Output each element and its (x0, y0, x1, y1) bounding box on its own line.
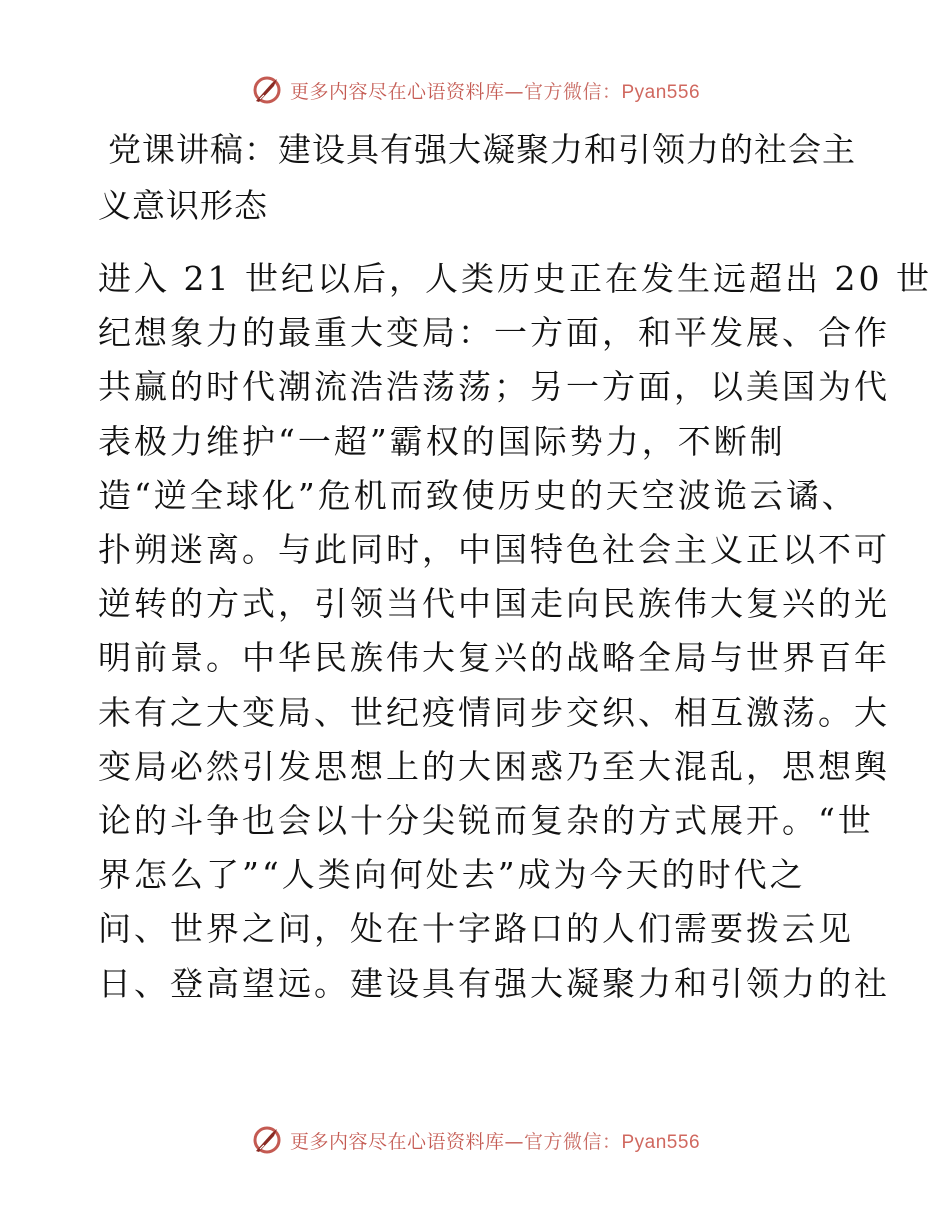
banner-wechat-id: Pyan556 (621, 81, 701, 103)
quill-logo-icon (250, 73, 284, 107)
banner-site-text: 更多内容尽在心语资料库 (289, 80, 505, 103)
body-line: 未有之大变局、世纪疫情同步交织、相互激荡。大 (98, 692, 890, 732)
body-line: 表极力维护“一超”霸权的国际势力，不断制 (98, 421, 786, 461)
banner-site-text: 更多内容尽在心语资料库 (289, 1130, 505, 1153)
body-line: 问、世界之问，处在十字路口的人们需要拨云见 (98, 909, 854, 949)
banner-wechat-label: 官方微信： (523, 80, 622, 103)
body-line: 论的斗争也会以十分尖锐而复杂的方式展开。“世 (98, 801, 874, 841)
quill-logo-icon (250, 1123, 284, 1157)
banner-wechat-id: Pyan556 (621, 1131, 701, 1153)
body-line: 纪想象力的最重大变局：一方面，和平发展、合作 (98, 313, 890, 353)
footer-banner (0, 1120, 950, 1160)
body-line: 逆转的方式，引领当代中国走向民族伟大复兴的光 (98, 584, 890, 624)
body-line: 进入 21 世纪以后，人类历史正在发生远超出 20 世 (98, 259, 932, 298)
body-line: 界怎么了”“人类向何处去”成为今天的时代之 (98, 855, 806, 895)
document-body (98, 252, 932, 1011)
body-line: 变局必然引发思想上的大困惑乃至大混乱，思想舆 (98, 746, 890, 786)
header-banner (0, 70, 950, 110)
banner-separator: — (504, 80, 524, 103)
document-title: 党课讲稿：建设具有强大凝聚力和引领力的社会主义意识形态 (98, 130, 856, 225)
body-line: 扑朔迷离。与此同时，中国特色社会主义正以不可 (98, 530, 890, 570)
banner-separator: — (504, 1130, 524, 1153)
body-line: 日、登高望远。建设具有强大凝聚力和引领力的社 (98, 963, 890, 1003)
body-line: 造“逆全球化”危机而致使历史的天空波诡云谲、 (98, 475, 858, 515)
body-line: 共赢的时代潮流浩浩荡荡；另一方面，以美国为代 (98, 367, 890, 407)
banner-wechat-label: 官方微信： (523, 1130, 622, 1153)
body-line: 明前景。中华民族伟大复兴的战略全局与世界百年 (98, 638, 890, 678)
